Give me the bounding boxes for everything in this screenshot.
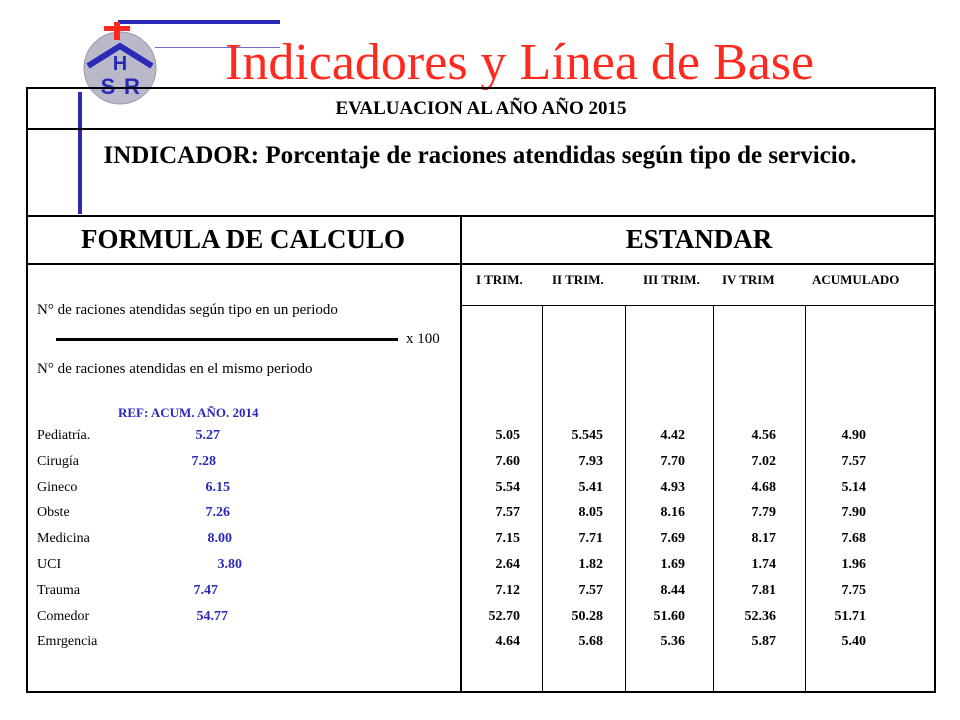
quarter-value-cell: 8.44 [660, 582, 685, 598]
quarter-value-cell: 5.05 [495, 428, 520, 443]
quarter-value-cell: 4.42 [660, 428, 685, 443]
quarter-value-cell: 4.90 [841, 428, 866, 443]
service-name: Obste [37, 505, 70, 521]
service-name: Pediatría. [37, 428, 91, 443]
quarter-value-cell: 7.75 [841, 582, 866, 598]
indicator-label: INDICADOR: [103, 142, 260, 169]
formula-denominator: N° de raciones atendidas en el mismo periodo [37, 361, 313, 377]
service-reference-value: 7.47 [193, 582, 218, 598]
logo-letter-s: S [100, 74, 116, 99]
quarter-value-cell: 7.12 [495, 582, 520, 598]
quarter-divider-2 [625, 305, 626, 691]
formula-numerator: N° de raciones atendidas según tipo en un periodo [37, 302, 338, 318]
service-name: UCI [37, 557, 62, 572]
quarter-value-cell: 51.60 [653, 608, 685, 624]
quarter-value-cell: 5.36 [660, 634, 685, 650]
service-name: Emrgencia [37, 634, 98, 650]
service-reference-value: 5.27 [195, 428, 220, 443]
quarter-divider-4 [805, 305, 806, 691]
formula-column-title: FORMULA DE CALCULO [80, 224, 405, 254]
service-reference-value: 6.15 [205, 479, 230, 495]
indicator-heading [40, 140, 920, 171]
quarter-value-cell: 8.17 [751, 531, 776, 547]
quarter-value-cell: 2.64 [495, 557, 520, 572]
fraction-line [56, 338, 398, 341]
quarter-value-cell: 5.545 [571, 428, 603, 443]
quarter-value-cell: 5.41 [578, 479, 603, 495]
quarter-value-cell: 7.71 [578, 531, 603, 547]
quarter-value-cell: 7.79 [751, 505, 776, 521]
quarter-value-cell: 4.64 [495, 634, 520, 650]
quarter-header-4: IV TRIM [722, 272, 775, 287]
evaluation-title: EVALUACION AL AÑO AÑO 2015 [335, 98, 627, 119]
quarter-value-cell: 7.70 [660, 453, 685, 469]
quarter-value-cell: 5.40 [841, 634, 866, 650]
quarter-value-cell: 5.14 [841, 479, 866, 495]
quarter-value-cell: 7.90 [841, 505, 866, 521]
quarter-value-cell: 1.74 [751, 557, 776, 572]
service-name: Trauma [37, 582, 81, 598]
quarter-value-cell: 1.69 [660, 557, 685, 572]
indicator-text: Porcentaje de raciones atendidas según tipo de servicio. [265, 142, 857, 169]
evaluation-table [26, 87, 936, 693]
service-reference-value: 7.26 [205, 505, 230, 521]
quarter-value-cell: 7.93 [578, 453, 603, 469]
quarter-value-cell: 4.56 [751, 428, 776, 443]
service-name: Medicina [37, 531, 90, 547]
quarter-value-cell: 4.68 [751, 479, 776, 495]
formula-multiplier: x 100 [406, 331, 440, 347]
service-reference-value: 8.00 [207, 531, 232, 547]
standard-column-title: ESTANDAR [625, 224, 773, 254]
service-reference-value: 7.28 [191, 453, 216, 469]
quarter-value-cell: 52.70 [488, 608, 520, 624]
row-divider-1 [26, 128, 936, 130]
quarter-header-1: I TRIM. [476, 272, 523, 287]
quarter-header-5: ACUMULADO [812, 272, 900, 287]
quarter-value-cell: 5.54 [495, 479, 520, 495]
quarter-value-cell: 7.57 [841, 453, 866, 469]
service-reference-value: 3.80 [217, 557, 242, 572]
row-divider-3 [26, 263, 936, 265]
quarter-value-cell: 5.68 [578, 634, 603, 650]
quarter-value-cell: 50.28 [571, 608, 603, 624]
quarter-divider-3 [713, 305, 714, 691]
logo-letter-r: R [124, 74, 140, 99]
service-reference-value: 54.77 [196, 608, 228, 624]
reference-label: REF: ACUM. AÑO. 2014 [118, 405, 259, 420]
quarter-value-cell: 7.57 [578, 582, 603, 598]
service-name: Cirugía [37, 453, 79, 469]
quarter-head-divider [462, 305, 936, 306]
quarter-value-cell: 7.60 [495, 453, 520, 469]
logo-letter-h: H [112, 53, 128, 75]
quarter-value-cell: 7.68 [841, 531, 866, 547]
quarter-value-cell: 7.15 [495, 531, 520, 547]
service-name: Gineco [37, 479, 78, 495]
quarter-value-cell: 7.81 [751, 582, 776, 598]
quarter-value-cell: 4.93 [660, 479, 685, 495]
page-title: Indicadores y Línea de Base [225, 34, 815, 91]
quarter-value-cell: 52.36 [744, 608, 776, 624]
quarter-value-cell: 8.05 [578, 505, 603, 521]
quarter-header-3: III TRIM. [643, 272, 700, 287]
row-divider-2 [26, 215, 936, 217]
quarter-value-cell: 51.71 [834, 608, 866, 624]
quarter-value-cell: 7.69 [660, 531, 685, 547]
quarter-value-cell: 5.87 [751, 634, 776, 650]
quarter-value-cell: 1.96 [841, 557, 866, 572]
quarter-header-2: II TRIM. [552, 272, 604, 287]
quarter-divider-1 [542, 305, 543, 691]
service-name: Comedor [37, 608, 90, 624]
quarter-value-cell: 1.82 [578, 557, 603, 572]
quarter-value-cell: 8.16 [660, 505, 685, 521]
quarter-value-cell: 7.57 [495, 505, 520, 521]
quarter-value-cell: 7.02 [751, 453, 776, 469]
